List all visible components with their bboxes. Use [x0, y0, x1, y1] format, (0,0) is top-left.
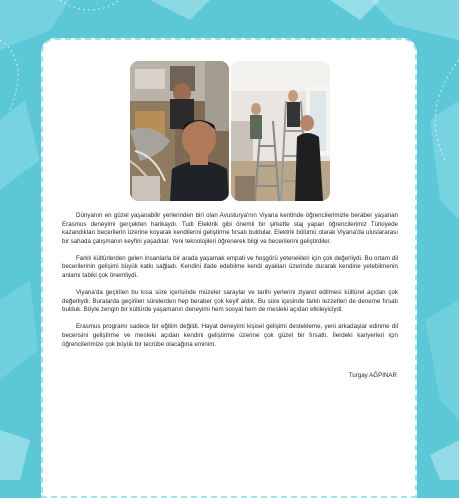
paragraph-2: Farklı kültürlerden gelen insanlarla bir arada yaşamak empati ve hoşgörü yetenekleri için çok değerliydi. Bu ortam dil becerilerinin gelişimi büyük katkı sağladı. Kendini ifade edebilme kendi ayakları üzerinde durarak kendine yetebilmenin anlamı tabiki çok önemliydi. — [62, 254, 398, 280]
photo-workshop-image — [130, 61, 229, 201]
photo-students-on-site — [231, 61, 330, 201]
author-signature: Turgay AĞPINAR — [348, 372, 397, 379]
paragraph-4: Erasmus programı sadece bir eğitim değildi. Hayat deneyimi kişisel gelişimi destekleme, yeni arkadaşlar edinme dil becerisini geliştirme ve mesleki açıdan kendini geliştirme üzerine çok güzel bir fırsattı. İlerdeki kariyerleri için öğrencilerimize çok büyük bir tecrübe olacağına eminim. — [62, 323, 398, 348]
photo-site-image — [231, 61, 330, 201]
photo-students-workshop — [130, 61, 229, 201]
paragraph-1: Dünyanın en güzel yaşanabilir yerlerinden biri olan Avusturya'nın Viyana kentinde öğrencilerimizle beraber yaşanan Erasmus deneyimi gerçekten harikaydı. Tudi Elektrik gibi önemli bir şirkette staj yapan öğrencilerimiz Türkiyede kazandıkları becerilerin üzerine koyarak kendilerini geliştirme fırsatı buldular. Elektrik bölümü olarak Viyana'da uluslararası bir sahada çalışmanın keyfini yaşadılar. Yeni teknolojileri öğrenerek bilgi ve becerilerini geliştirdiler. — [62, 212, 398, 245]
paragraph-3: Viyana'da geçirilen bu kısa süre içerisinde müzeler saraylar ve tarihi yerlerini ziyaret edilmesi kültürel açıdan çok değerliydi. Buralarda geçirilen sürelerden hep beraber çok keyif aldık. Bu süre içesinde farklı lezzetleri de deneme fırsatı bulduk. Böyle zengin bir kültürde yaşamanın deneyimi hem sosyal hem de mesleki açıdan etkileyiciydi. — [62, 289, 398, 314]
article-body — [62, 212, 398, 358]
